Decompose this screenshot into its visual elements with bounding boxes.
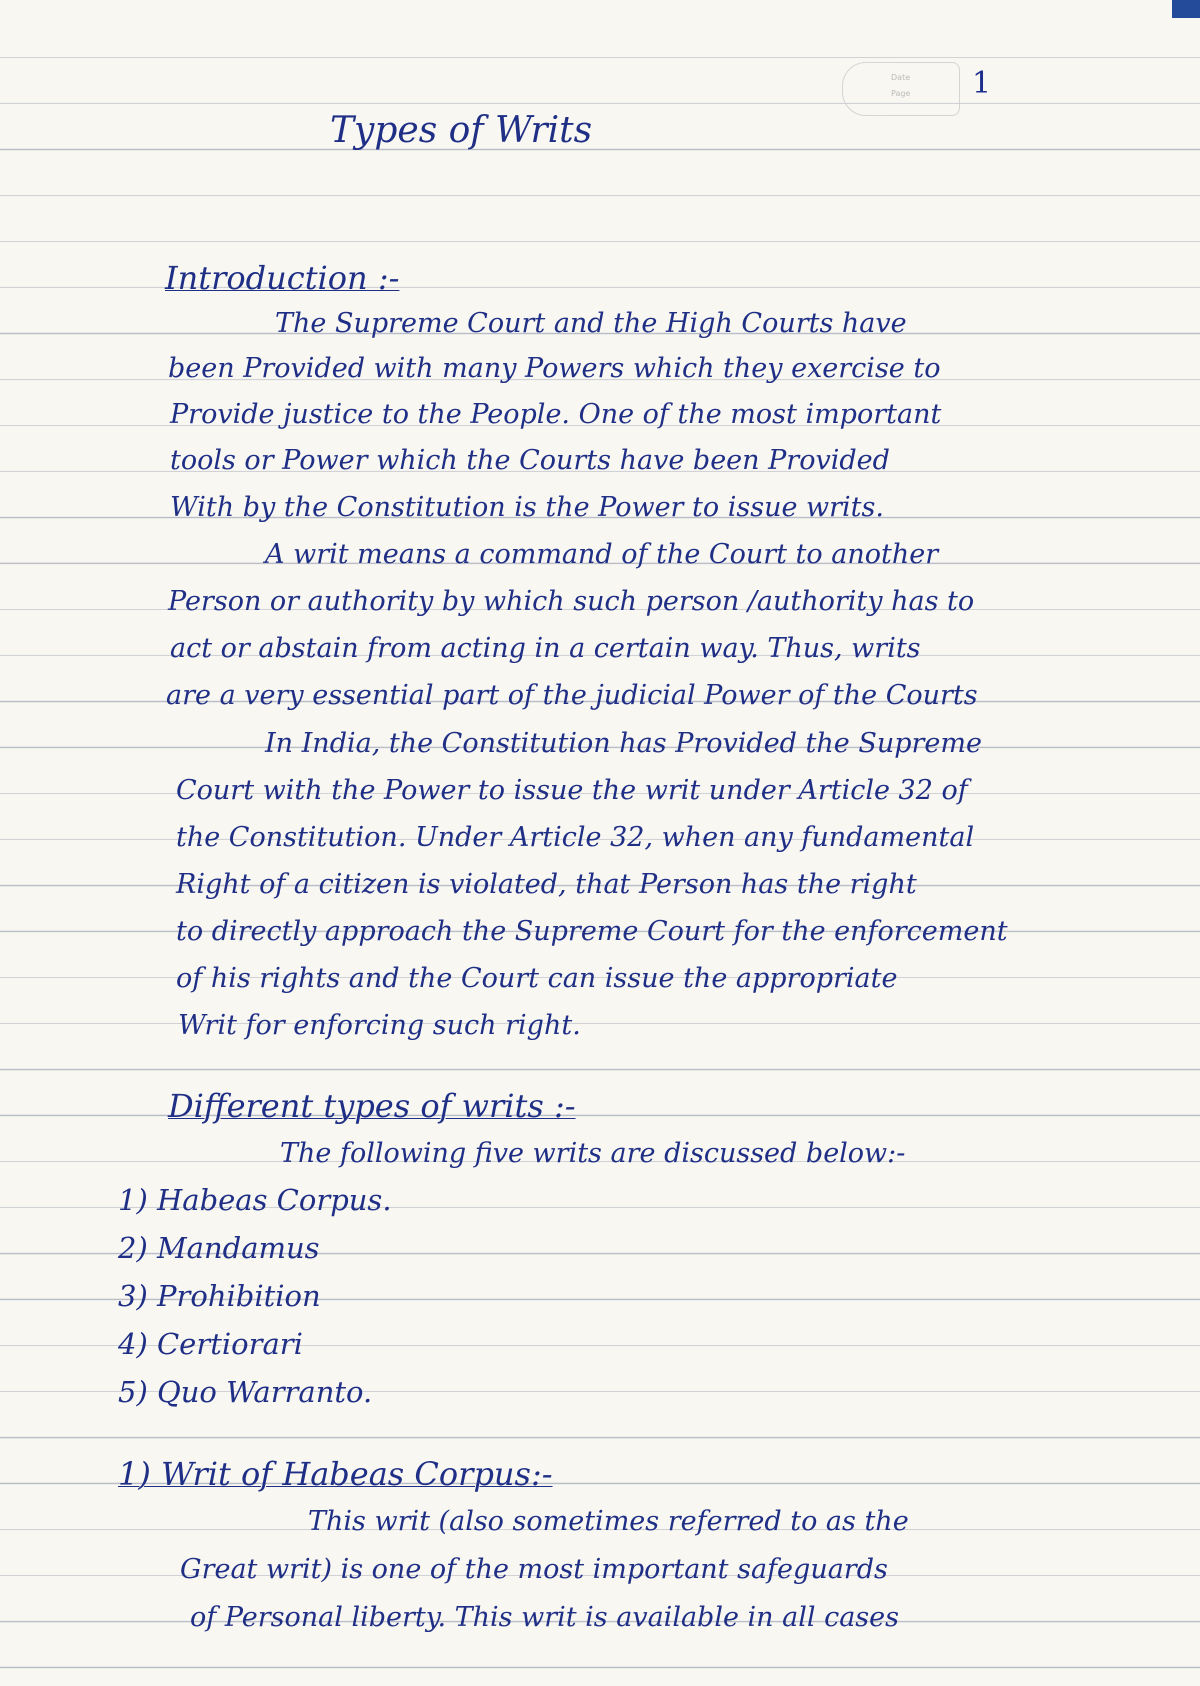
intro-line: A writ means a command of the Court to another [265,539,939,570]
intro-line: The Supreme Court and the High Courts have [275,308,907,339]
intro-line: been Provided with many Powers which they exercise to [168,353,941,384]
habeas-line: Great writ) is one of the most important safeguards [180,1554,888,1585]
intro-line: act or abstain from acting in a certain way. Thus, writs [170,633,921,664]
intro-line: Person or authority by which such person /authority has to [168,586,975,617]
intro-line: Provide justice to the People. One of the most important [170,399,942,430]
corner-mark [1172,0,1200,18]
date-label: Date [891,73,911,82]
types-lead-line: The following five writs are discussed below:- [280,1138,906,1169]
habeas-line: of Personal liberty. This writ is available in all cases [190,1602,900,1633]
types-list-item: 4) Certiorari [118,1327,303,1361]
intro-line: With by the Constitution is the Power to issue writs. [170,492,884,523]
types-list-item: 1) Habeas Corpus. [118,1183,392,1217]
introduction-heading: Introduction :- [165,259,400,297]
types-heading: Different types of writs :- [168,1087,576,1125]
types-list-item: 5) Quo Warranto. [118,1375,373,1409]
intro-line: are a very essential part of the judicial Power of the Courts [166,680,978,711]
habeas-heading: 1) Writ of Habeas Corpus:- [118,1455,553,1493]
intro-line: In India, the Constitution has Provided the Supreme [265,728,982,759]
intro-line: Right of a citizen is violated, that Person has the right [176,869,917,900]
page-title: Types of Writs [330,110,593,151]
intro-line: tools or Power which the Courts have been Provided [170,445,890,476]
intro-line: of his rights and the Court can issue the appropriate [176,963,898,994]
types-list-item: 3) Prohibition [118,1279,321,1313]
types-list-item: 2) Mandamus [118,1231,320,1265]
page-label: Page [891,89,911,98]
intro-line: the Constitution. Under Article 32, when any fundamental [176,822,975,853]
intro-line: Court with the Power to issue the writ under Article 32 of [176,775,968,806]
intro-line: to directly approach the Supreme Court for the enforcement [176,916,1008,947]
intro-line: Writ for enforcing such right. [178,1010,581,1041]
date-page-box [842,62,960,116]
page-number: 1 [972,66,992,101]
habeas-line: This writ (also sometimes referred to as the [308,1506,909,1537]
